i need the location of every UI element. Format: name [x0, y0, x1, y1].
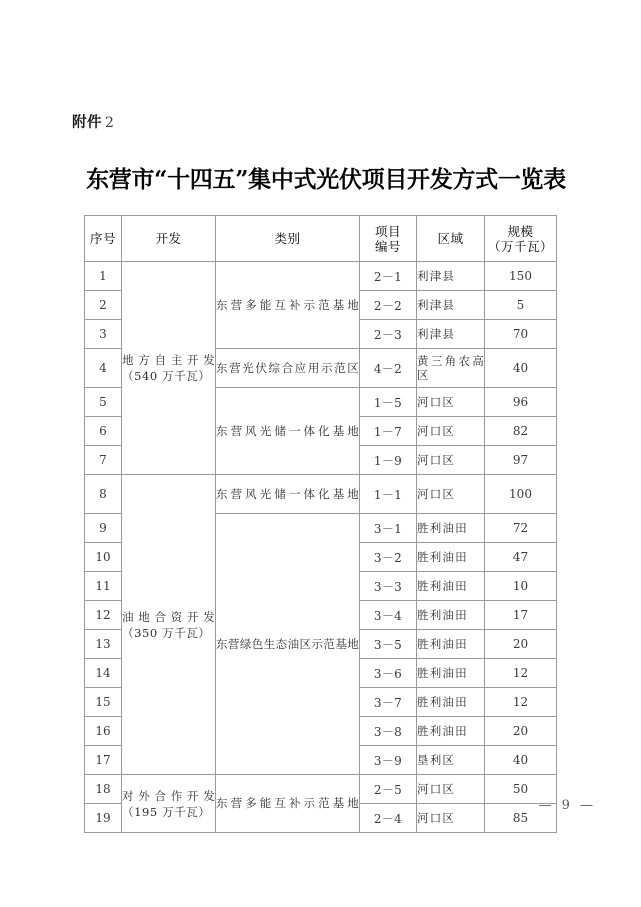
table-row [85, 475, 557, 514]
cell-project-code: 3－2 [360, 543, 417, 572]
cell-scale: 40 [485, 746, 557, 775]
cell-scale: 10 [485, 572, 557, 601]
cell-seq: 15 [85, 688, 122, 717]
development-capacity: （540 万千瓦） [122, 369, 211, 383]
cell-project-code: 1－1 [360, 475, 417, 514]
category-name: 东营绿色生态油区示范基地 [216, 636, 359, 651]
cell-seq: 1 [85, 262, 122, 291]
category-name: 东营风光储一体化基地 [216, 486, 359, 501]
cell-project-code: 3－5 [360, 630, 417, 659]
cell-area [417, 746, 485, 775]
area-text: 胜利油田 [417, 521, 468, 535]
cell-scale: 97 [485, 446, 557, 475]
cell-seq: 5 [85, 388, 122, 417]
cell-project-code: 2－3 [360, 320, 417, 349]
cell-area [417, 630, 485, 659]
area-text: 河口区 [417, 424, 456, 438]
cell-project-code: 3－8 [360, 717, 417, 746]
cell-project-code: 2－5 [360, 775, 417, 804]
table-row [85, 262, 557, 291]
cell-area [417, 475, 485, 514]
col-header-category: 类别 [216, 216, 360, 262]
category-name: 东营多能互补示范基地 [216, 796, 359, 810]
cell-area [417, 388, 485, 417]
area-text: 河口区 [417, 453, 456, 467]
cell-seq: 2 [85, 291, 122, 320]
cell-seq: 9 [85, 514, 122, 543]
cell-seq: 16 [85, 717, 122, 746]
cell-project-code: 3－4 [360, 601, 417, 630]
cell-area [417, 717, 485, 746]
area-text: 河口区 [417, 811, 456, 825]
area-text: 胜利油田 [417, 550, 468, 564]
cell-scale: 40 [485, 349, 557, 388]
cell-project-code: 3－7 [360, 688, 417, 717]
cell-seq: 8 [85, 475, 122, 514]
project-table-wrapper [84, 215, 556, 833]
table-header [85, 216, 557, 262]
cell-project-code: 3－9 [360, 746, 417, 775]
cell-area [417, 688, 485, 717]
cell-project-code: 2－2 [360, 291, 417, 320]
area-text: 胜利油田 [417, 637, 468, 651]
cell-scale: 82 [485, 417, 557, 446]
col-header-development: 开发 [122, 216, 216, 262]
cell-area [417, 446, 485, 475]
area-text: 利津县 [417, 327, 456, 341]
cell-category-group [216, 388, 360, 475]
cell-project-code: 1－5 [360, 388, 417, 417]
cell-scale: 20 [485, 630, 557, 659]
col-header-scale-line2: （万千瓦） [487, 238, 553, 254]
cell-scale: 150 [485, 262, 557, 291]
area-text: 胜利油田 [417, 666, 468, 680]
cell-area [417, 572, 485, 601]
cell-scale: 96 [485, 388, 557, 417]
cell-seq: 11 [85, 572, 122, 601]
development-capacity: （350 万千瓦） [122, 625, 211, 640]
cell-project-code: 1－7 [360, 417, 417, 446]
area-text: 利津县 [417, 298, 456, 312]
col-header-seq: 序号 [85, 216, 122, 262]
attachment-label-number: 2 [105, 115, 115, 131]
cell-seq: 13 [85, 630, 122, 659]
col-header-project-code [360, 216, 417, 262]
area-text: 河口区 [417, 395, 456, 409]
cell-area [417, 320, 485, 349]
area-text: 黄三角农高区 [417, 354, 484, 382]
development-name: 地方自主开发 [122, 353, 215, 367]
cell-category-group [216, 514, 360, 775]
cell-project-code: 3－6 [360, 659, 417, 688]
area-text: 胜利油田 [417, 608, 468, 622]
attachment-label [72, 112, 114, 133]
area-text: 胜利油田 [417, 695, 468, 709]
cell-area [417, 349, 485, 388]
cell-scale: 70 [485, 320, 557, 349]
cell-area [417, 291, 485, 320]
cell-scale: 12 [485, 688, 557, 717]
development-capacity: （195 万千瓦） [122, 804, 211, 819]
col-header-scale-line1: 规模 [507, 223, 534, 239]
col-header-area: 区域 [417, 216, 485, 262]
cell-development-group [122, 262, 216, 475]
area-text: 河口区 [417, 782, 456, 796]
cell-seq: 18 [85, 775, 122, 804]
area-text: 胜利油田 [417, 579, 468, 593]
cell-development-group [122, 475, 216, 775]
cell-seq: 6 [85, 417, 122, 446]
development-name: 油地合资开发 [122, 609, 215, 624]
cell-area [417, 514, 485, 543]
area-text: 利津县 [417, 269, 456, 283]
cell-seq: 10 [85, 543, 122, 572]
cell-scale: 85 [485, 804, 557, 833]
cell-seq: 3 [85, 320, 122, 349]
cell-scale: 17 [485, 601, 557, 630]
cell-seq: 14 [85, 659, 122, 688]
cell-scale: 50 [485, 775, 557, 804]
col-header-project-code-line1: 项目 [374, 223, 401, 239]
cell-project-code: 3－3 [360, 572, 417, 601]
cell-category-group [216, 349, 360, 388]
cell-category-group [216, 475, 360, 514]
cell-scale: 72 [485, 514, 557, 543]
category-name: 东营光伏综合应用示范区 [216, 360, 359, 375]
cell-project-code: 4－2 [360, 349, 417, 388]
col-header-project-code-line2: 编号 [374, 238, 401, 254]
cell-project-code: 2－4 [360, 804, 417, 833]
cell-scale: 100 [485, 475, 557, 514]
cell-seq: 4 [85, 349, 122, 388]
cell-scale: 47 [485, 543, 557, 572]
cell-scale: 12 [485, 659, 557, 688]
cell-area [417, 417, 485, 446]
cell-area [417, 543, 485, 572]
page-number: — 9 — [538, 798, 596, 813]
page-title: 东营市“十四五”集中式光伏项目开发方式一览表 [86, 166, 566, 193]
category-name: 东营多能互补示范基地 [216, 297, 359, 312]
cell-seq: 12 [85, 601, 122, 630]
col-header-scale [485, 216, 557, 262]
area-text: 河口区 [417, 487, 456, 501]
cell-category-group [216, 262, 360, 349]
attachment-label-text: 附件 [72, 115, 102, 131]
cell-project-code: 3－1 [360, 514, 417, 543]
table-body [85, 262, 557, 833]
cell-seq: 19 [85, 804, 122, 833]
cell-scale: 5 [485, 291, 557, 320]
project-table [84, 215, 557, 833]
area-text: 胜利油田 [417, 724, 468, 738]
cell-area [417, 262, 485, 291]
category-name: 东营风光储一体化基地 [216, 423, 359, 438]
development-name: 对外合作开发 [122, 788, 215, 803]
area-text: 垦利区 [417, 753, 456, 767]
cell-scale: 20 [485, 717, 557, 746]
table-header-row [85, 216, 557, 262]
cell-seq: 7 [85, 446, 122, 475]
cell-area [417, 659, 485, 688]
cell-project-code: 1－9 [360, 446, 417, 475]
cell-seq: 17 [85, 746, 122, 775]
cell-area [417, 601, 485, 630]
cell-project-code: 2－1 [360, 262, 417, 291]
